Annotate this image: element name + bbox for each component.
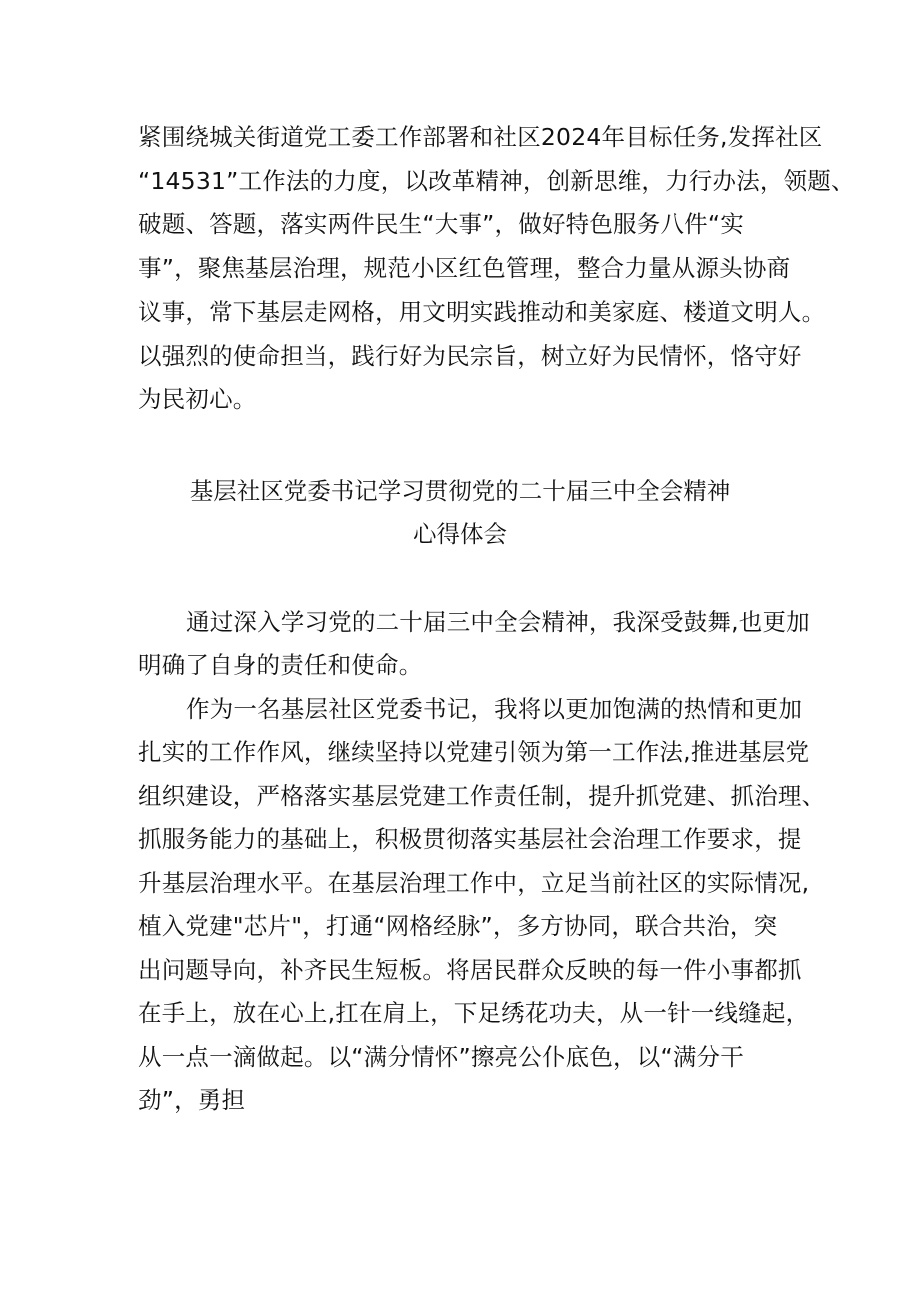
paragraph-1-line-1: 通过深入学习党的二十届三中全会精神，我深受鼓舞,也更加	[186, 608, 810, 636]
intro-line-5: 议事，常下基层走网格，用文明实践推动和美家庭、楼道文明人。	[138, 298, 826, 326]
paragraph-2-line-2: 扎实的工作作风，继续坚持以党建引领为第一工作法,推进基层党	[138, 738, 810, 766]
article-title-line-2: 心得体会	[413, 520, 507, 548]
paragraph-2-line-10: 劲”，勇担	[138, 1086, 246, 1114]
article-title-line-1: 基层社区党委书记学习贯彻党的二十届三中全会精神	[189, 477, 731, 505]
paragraph-2-line-5: 升基层治理水平。在基层治理工作中，立足当前社区的实际情况,	[138, 869, 810, 897]
intro-line-6: 以强烈的使命担当，践行好为民宗旨，树立好为民情怀，恪守好	[138, 342, 802, 370]
paragraph-1-line-2: 明确了自身的责任和使命。	[138, 651, 423, 679]
paragraph-2-line-1: 作为一名基层社区党委书记，我将以更加饱满的热情和更加	[186, 695, 803, 723]
intro-line-3: 破题、答题，落实两件民生“大事”，做好特色服务八件“实	[138, 210, 744, 238]
paragraph-2-line-7: 出问题导向，补齐民生短板。将居民群众反映的每一件小事都抓	[138, 956, 802, 984]
intro-line-2: “14531”工作法的力度，以改革精神，创新思维，力行办法，领题、	[138, 167, 855, 195]
paragraph-2-line-6: 植入党建"芯片"，打通“网格经脉”，多方协同，联合共治，突	[138, 912, 778, 940]
intro-line-4: 事”，聚焦基层治理，规范小区红色管理，整合力量从源头协商	[138, 254, 791, 282]
intro-line-7: 为民初心。	[138, 385, 257, 413]
paragraph-2-line-4: 抓服务能力的基础上，积极贯彻落实基层社会治理工作要求，提	[138, 825, 802, 853]
paragraph-2-line-8: 在手上，放在心上,扛在肩上，下足绣花功夫，从一针一线缝起，	[138, 999, 810, 1027]
paragraph-2-line-3: 组织建设，严格落实基层党建工作责任制，提升抓党建、抓治理、	[138, 782, 826, 810]
paragraph-2-line-9: 从一点一滴做起。以“满分情怀”擦亮公仆底色，以“满分干	[138, 1043, 744, 1071]
intro-line-1: 紧围绕城关街道党工委工作部署和社区2024年目标任务,发挥社区	[138, 123, 823, 151]
